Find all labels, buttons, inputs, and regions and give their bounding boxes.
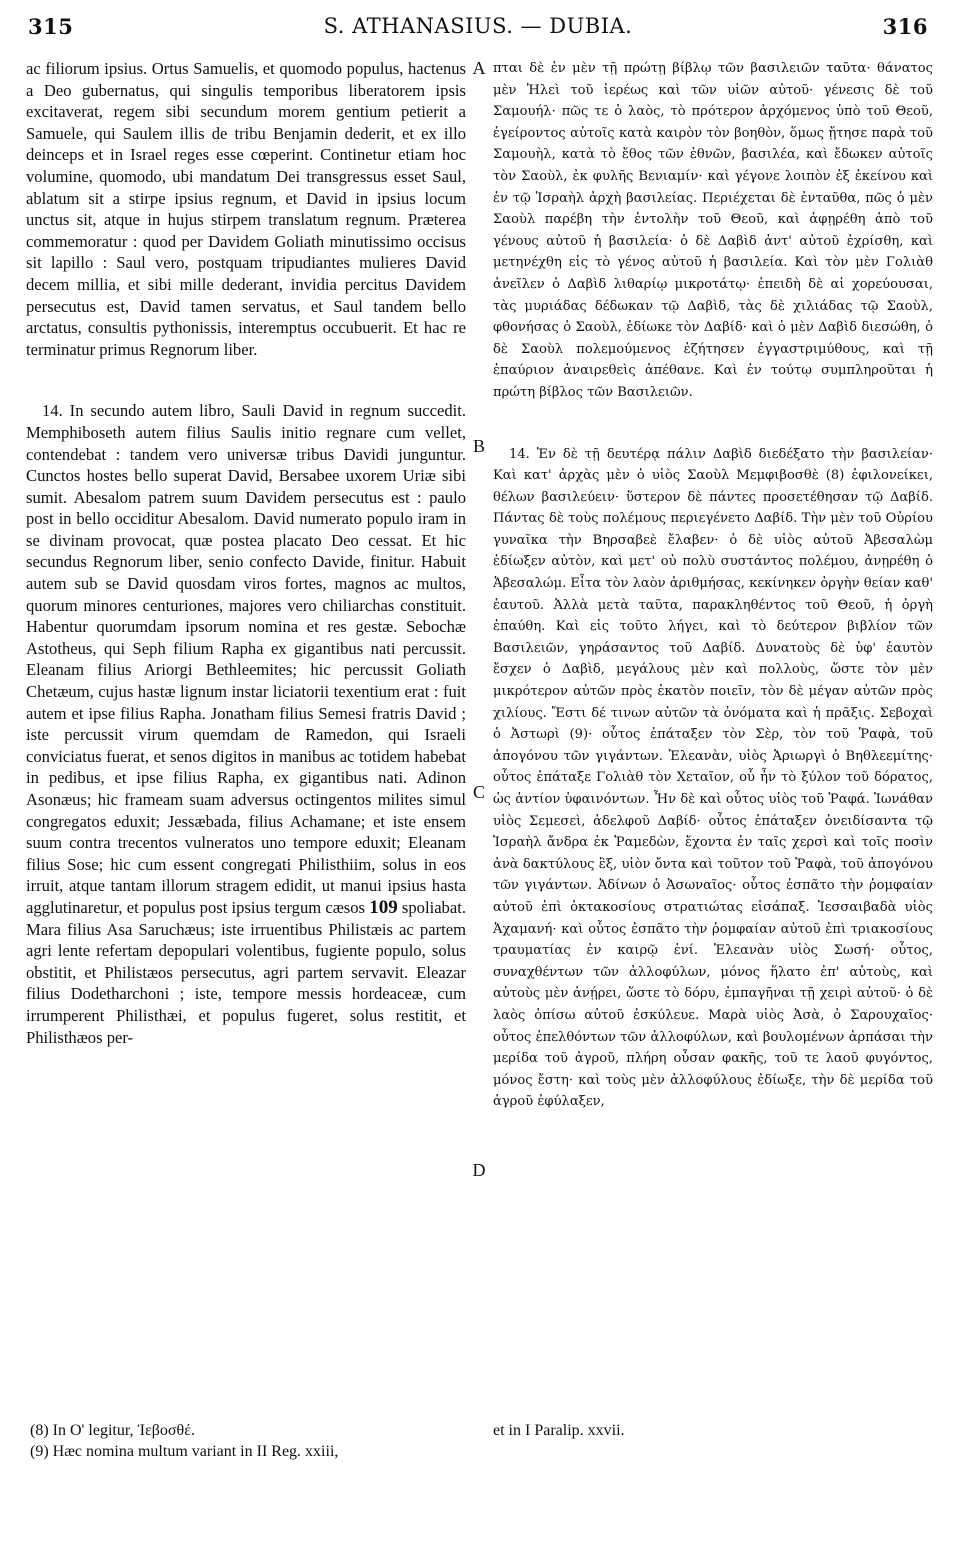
greek-paragraph-13-text: πται δὲ ἐν μὲν τῇ πρώτῃ βίβλῳ τῶν βασιλειῶν ταῦτα· θάνατος μὲν Ἠλεὶ τοῦ ἱερέως καὶ τῶν υἱῶν αὐτοῦ· γένεσις δὲ τοῦ Σαμουήλ· πῶς τε ὁ λαὸς, τὸ πρότερον ἀρχόμενος ὑπὸ τοῦ Θεοῦ, ἐγείροντος αὐτοῖς κατὰ καιρὸν τὸν βοηθὸν, ὅμως ᾔτησε παρὰ τοῦ Σαμουὴλ, κατὰ τὸ ἔθος τῶν ἐθνῶν, βασιλέα, καὶ ἔδωκεν αὐτοῖς τὸν Σαοὺλ, ἐκ φυλῆς Βενιαμίν· καὶ γέγονε λοιπὸν ἐξ ἐκείνου καὶ ἐν τῷ Ἰσραὴλ ἀρχὴ βασιλείας. Περιέχεται δὲ ἐνταῦθα, πῶς ὁ μὲν Σαοὺλ παρέβη τὴν ἐντολὴν τοῦ Θεοῦ, καὶ ἀφῃρέθη ἀπὸ τοῦ γένους αὐτοῦ ἡ βασιλεία· ὁ δὲ Δαβὶδ ἀντ' αὐτοῦ ἐχρίσθη, καὶ μετηνέχθη εἰς τὸ γένος αὐτοῦ ἡ βασιλεία. Καὶ τὸν μὲν Γολιὰθ ἀνεῖλεν ὁ Δαβὶδ λιθαρίῳ μικροτάτῳ· ἐπειδὴ δὲ αἱ χορεύουσαι, τὰς μυριάδας δέδωκαν τῷ Δαβὶδ, τὰς δὲ χιλιάδας τῷ Σαοὺλ, φθονήσας ὁ Σαοὺλ, ἐδίωκε τὸν Δαβίδ· καὶ ὁ μὲν Δαβὶδ διεσώθη, ὁ δὲ Σαοὺλ πολεμούμενος ἐζήτησεν ἐγγαστριμύθους, καὶ τῇ ἐπαύριον ἀναιρεθεὶς ἀπέθανε. Καὶ ἐν τούτῳ συμπληροῦται ἡ πρώτη βίβλος τῶν Βασιλειῶν. bbox=[493, 61, 933, 400]
latin-paragraph-14-end: spoliabat. Mara filius Asa Saruchæus; iste irruentibus Philistæis ac partem agri lente refertam depopulari volentibus, fugiente populo, solus obstitit, et Philistæos persecutus, agri partem servavit. Eleazar filius Dodetharchoni ; iste, tempore messis hordeaceæ, cum irrumperent Philisthæi, et populus fugeret, solus restitit, et Philisthæos per- bbox=[26, 897, 466, 1047]
footnote-8: (8) In O' legitur, Ἰεβοσθέ. bbox=[30, 1422, 195, 1439]
greek-paragraph-14-text: Ἐν δὲ τῇ δευτέρᾳ πάλιν Δαβὶδ διεδέξατο τὴν βασιλείαν· Καὶ κατ' ἀρχὰς μὲν ὁ υἱὸς Σαοὺλ Μεμφιβοσθὲ (8) ἐφιλονείκει, θέλων βασιλεύειν· ὕστερον δὲ πάντες προσετέθησαν τῷ Δαβίδ. Πάντας δὲ τοὺς πολέμους περιεγένετο Δαβίδ. Τὴν μὲν τοῦ Οὐρίου γυναῖκα τὴν Βηρσαβεὲ ἔλαβεν· ὁ δὲ υἱὸς αὐτοῦ Ἀβεσαλὼμ ἐδίωξεν αὐτὸν, καὶ μετ' οὐ πολὺ συστάντος πολέμου, ἀνῃρέθη ὁ Ἀβεσαλώμ. Εἶτα τὸν λαὸν ἀριθμήσας, κεκίνηκεν ὀργὴν θείαν καθ' ἑαυτοῦ. Ἀλλὰ μετὰ ταῦτα, παρακληθέντος τοῦ Θεοῦ, ἡ ὀργὴ ἐπαύθη. Καὶ εἰς τοῦτο λήγει, καὶ τὸ δεύτερον βιβλίον τῶν Βασιλειῶν, γηράσαντος τοῦ Δαβίδ. Δυνατοὺς δὲ ὑφ' ἑαυτὸν ἔσχεν ὁ Δαβὶδ, μεγάλους μὲν καὶ πολλοὺς, ὥστε τὸν μὲν μικρότερον αὐτῶν πρὸς ἑκατὸν ποιεῖν, τὸν δὲ μέγαν αὐτῶν πρὸς χιλίους. Ἔστι δέ τινων αὐτῶν τὰ ὀνόματα καὶ ἡ πρᾶξις. Σεβοχαὶ ὁ Ἀστωρὶ (9)· οὗτος ἐπάταξεν τὸν Σὲρ, τὸν τοῦ Ῥαφὰ, τοῦ ἀπογόνου τῶν γιγάντων. Ἐλεανὰν, υἱὸς Ἀριωργὶ ὁ Βηθλεεμίτης· οὗτος ἐπάταξε Γολιὰθ τὸν Χεταῖον, οὗ ἦν τὸ ξύλον τοῦ δόρατος, ὡς ἀντίον ὑφαινόντων. Ἦν δὲ καὶ οὗτος υἱὸς τοῦ Ῥαφά. Ἰωνάθαν υἱὸς Σεμεσεὶ, ἀδελφοῦ Δαβίδ· οὗτος ἐπάταξεν ὀνειδίσαντα τῷ Ἰσραὴλ ἄνδρα ἐκ Ῥαμεδὼν, ἔχοντα ἐν ταῖς χερσὶ καὶ τοῖς ποσὶν ἀνὰ δακτύλους ἓξ, υἱὸν ὄντα καὶ τοῦτον τοῦ Ῥαφὰ, τοῦ ἀπογόνου τῶν γιγάντων. Ἀδίνων ὁ Ἀσωναῖος· οὗτος ἐσπᾶτο τὴν ῥομφαίαν αὐτοῦ ἐπὶ ὀκτακοσίους στρατιώτας εἰσάπαξ. Ἰεσσαιβαδὰ υἱὸς Ἀχαμανή· καὶ οὗτος ἐσπᾶτο τὴν ῥομφαίαν αὐτοῦ ἐπὶ τριακοσίους τραυματίας ἐν καιρῷ ἑνί. Ἐλεανὰν υἱὸς Σωσή· οὗτος, συναχθέντων τῶν ἀλλοφύλων, μόνος ἥλατο ἐπ' αὐτοὺς, καὶ αὐτοὺς μὲν ἀνῄρει, ὥστε τὸ δόρυ, ἐμπαγῆναι τῇ χειρὶ αὐτοῦ· ὁ δὲ λαὸς ὀπίσω αὐτοῦ ἐσκύλευε. Μαρὰ υἱὸς Ἀσὰ, ὁ Σαρουχαῖος· οὗτος ἐπελθόντων τῶν ἀλλοφύλων, καὶ βουλομένων ἁρπάσαι τὴν μερίδα τοῦ ἀγροῦ, πλήρη οὖσαν φακῆς, τοῦ τε λαοῦ φυγόντος, μόνος ἔστη· καὶ τοὺς μὲν ἀλλοφύλους ἐδίωξε, τὴν δὲ μερίδα τοῦ ἀγροῦ ἐφύλαξεν, bbox=[493, 446, 933, 1110]
margin-marker-b: B bbox=[472, 436, 485, 456]
latin-column bbox=[26, 58, 466, 1048]
footnote-9: (9) Hæc nomina multum variant in II Reg. xxiii, bbox=[30, 1443, 339, 1460]
greek-column bbox=[493, 58, 933, 1113]
greek-paragraph-number: 14. bbox=[509, 446, 530, 462]
margin-marker-a: A bbox=[472, 58, 486, 78]
running-title: S. ATHANASIUS. — DUBIA. bbox=[323, 14, 633, 38]
latin-paragraph-13 bbox=[26, 58, 466, 360]
page-header bbox=[28, 14, 928, 42]
margin-marker-c: C bbox=[472, 782, 485, 802]
greek-paragraph-13 bbox=[493, 58, 933, 404]
latin-paragraph-number: 14. bbox=[42, 401, 63, 421]
latin-paragraph-13-text: ac filiorum ipsius. Ortus Samuelis, et quomodo populus, hactenus a Deo gubernatus, qui singulis temporibus liberatorem ipsis excitaverat, regem sibi secundum morem gentium petierit a Samuele, qui Saulem illis de tribu Benjamin dederit, et ex illo deinceps et in Israel reges esse cœperint. Continetur etiam hoc volumine, quomodo, ubi mandatum Dei transgressus esset Saul, ablatum sit a stirpe ipsius regnum, et David in ipsius locum unctus sit, atque in hujus stirpem translatum regnum. Præterea commemoratur : quod per Davidem Goliath minutissimo occisus sit lapillo : Saul vero, postquam tripudiantes mulieres David decem millia, et sibi mille dederant, invidia percitus Davidem persecutus est, David tamen servatus, et Saul tandem bello arctatus, consultis pythonissis, interemptus occubuerit. Et hac re terminatur primus Regnorum liber. bbox=[26, 59, 466, 359]
right-page-number: 316 bbox=[882, 14, 928, 39]
margin-marker-d: D bbox=[472, 1160, 486, 1180]
footnote-9-continued: et in I Paralip. xxvii. bbox=[493, 1422, 625, 1439]
latin-paragraph-14 bbox=[26, 400, 466, 1048]
footnotes-left bbox=[30, 1420, 470, 1462]
left-page-number: 315 bbox=[28, 14, 74, 39]
latin-paragraph-14-text: In secundo autem libro, Sauli David in regnum succedit. Memphiboseth autem filius Saulis initio regnare cum vellet, contendebat : tandem vero universæ tribus Davidi junguntur. Cunctos hostes bello superat David, Bersabee uxorem Uriæ sibi sumit. Abesalom patrem suum Davidem persecutus est : paulo post in bello occiditur Abesalom. David numerato populo iram in se divinam provocat, quæ postea placato Deo cessat. Et hic secundus Regnorum liber, senio confecto Davide, finitur. Habuit autem sub se David quosdam viros fortes, magnos ac multos, quorum minores centuriones, majores vero chiliarchas constituit. Habentur quorumdam ipsorum nomina et res gestæ. Sebochæ Astotheus, qui Seph filium Rapha ex gigantibus nati percussit. Eleanam filius Ariorgi Bethleemites; hic percussit Goliath Chetæum, cujus hastæ lignum instar liciatorii texentium erat : fuit autem et ipse filius Rapha. Jonatham filius Semesi fratris David ; iste percussit virum quemdam de Ramedon, qui Israeli conviciatus fuerat, et senos digitos in manibus ac totidem habebat in pedibus, et ipse filius Rapha, ex gigantibus nati. Adinon Asonæus; hic frameam suam adversus octingentos milites simul congregatos eduxit; Jessæbada, filius Achamane; et iste ensem suum contra trecentos vulneratos uno tempore eduxit; Eleanam filius Sose; hic cum essent congregati Philisthiim, solus in eos irruit, atque tantam illorum stragem edidit, ut manui ipsius hasta agglutinaretur, et populus post ipsius tergum cæsos bbox=[26, 401, 466, 917]
greek-paragraph-14 bbox=[493, 444, 933, 1113]
column-number: 109 bbox=[369, 896, 398, 918]
footnotes-right bbox=[493, 1420, 933, 1441]
